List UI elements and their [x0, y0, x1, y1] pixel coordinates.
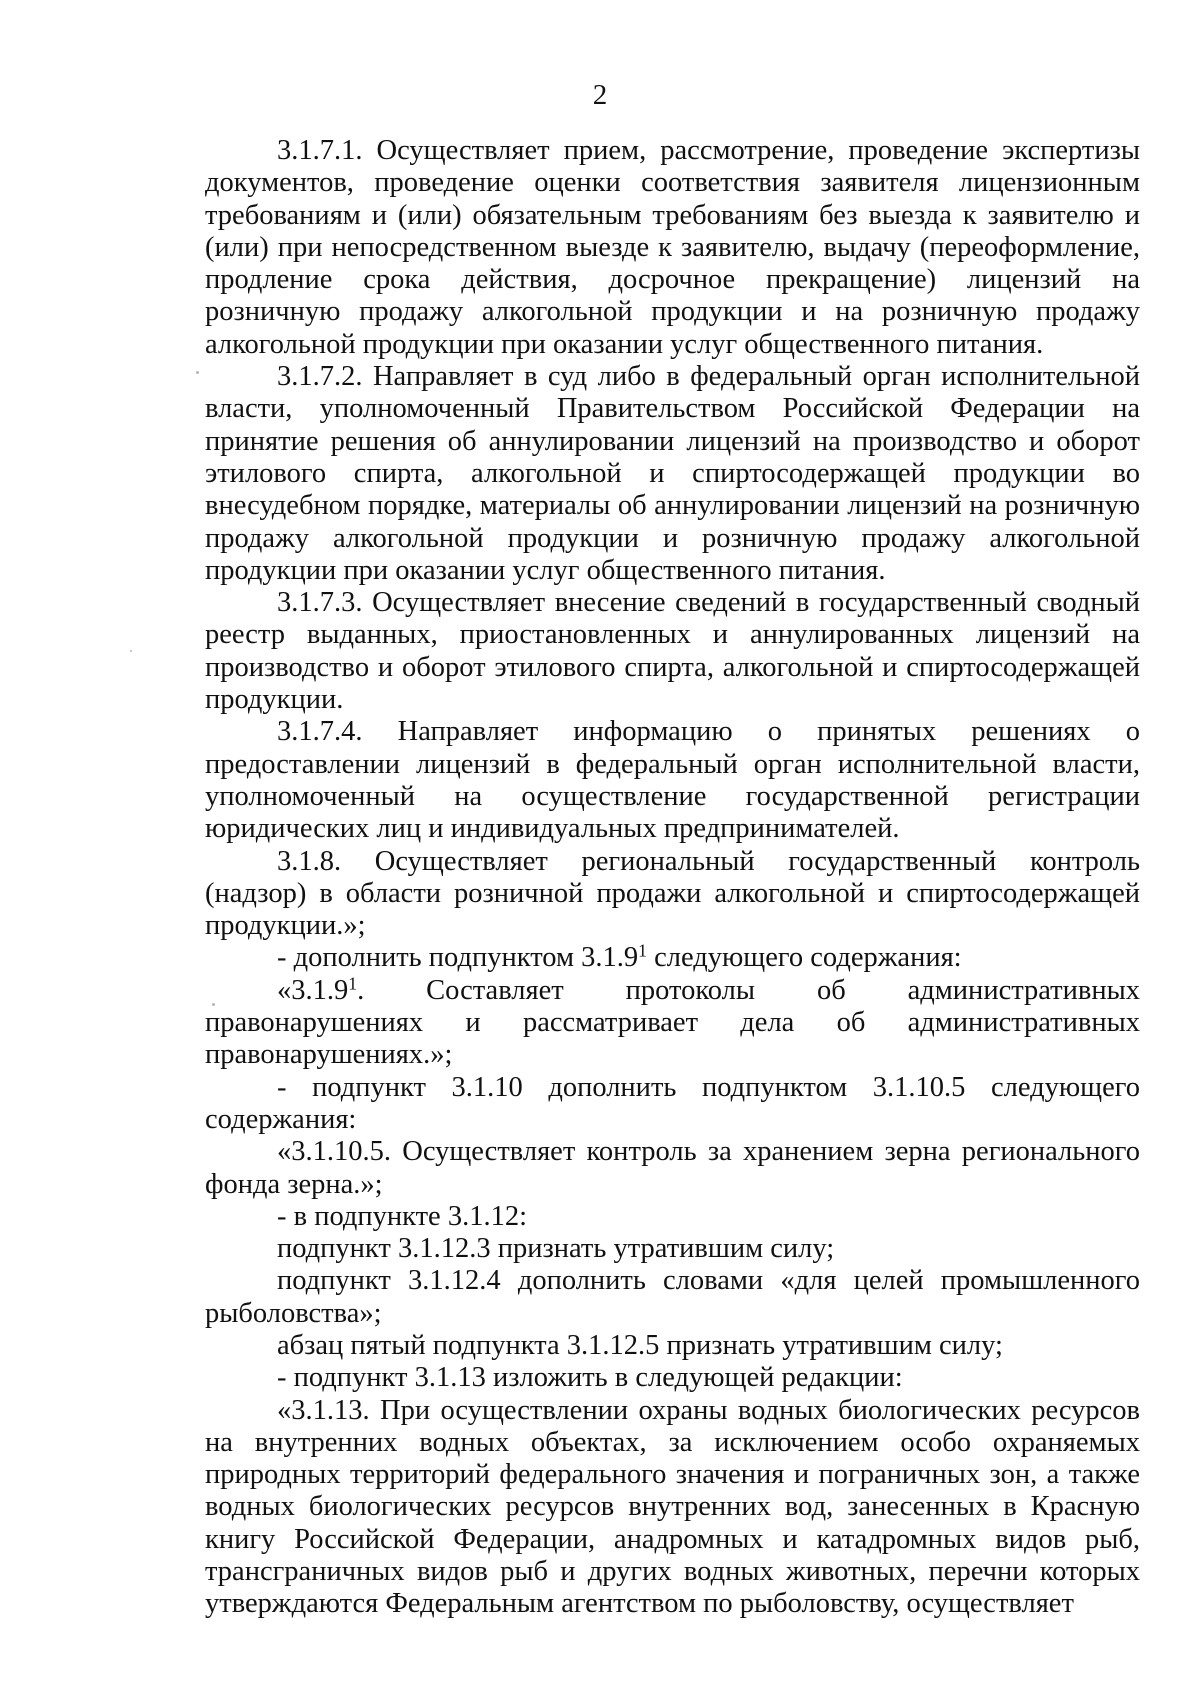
paragraph-3-1-10-5: «3.1.10.5. Осуществляет контроль за хранением зерна регионального фонда зерна.»;	[205, 1136, 1140, 1200]
paragraph-add-3-1-9-1	[205, 942, 1140, 974]
paragraph-3-1-12-4: подпункт 3.1.12.4 дополнить словами «для целей промышленного рыболовства»;	[205, 1265, 1140, 1329]
paragraph-3-1-7-1: 3.1.7.1. Осуществляет прием, рассмотрение, проведение экспертизы документов, проведение оценки соответствия заявителя лицензионным требованиям и (или) обязательным требованиям без выезда к заявителю и (или) при непосредственном выезде к заявителю, выдачу (переоформление, продление срока действия, досрочное прекращение) лицензий на розничную продажу алкогольной продукции и на розничную продажу алкогольной продукции при оказании услуг общественного питания.	[205, 135, 1140, 360]
paragraph-3-1-13: «3.1.13. При осуществлении охраны водных биологических ресурсов на внутренних водных объектах, за исключением особо охраняемых природных территорий федерального значения и пограничных зон, а также водных биологических ресурсов внутренних вод, занесенных в Красную книгу Российской Федерации, анадромных и катадромных видов рыб, трансграничных видов рыб и других водных животных, перечни которых утверждаются Федеральным агентством по рыболовству, осуществляет	[205, 1394, 1140, 1620]
paragraph-amend-3-1-13: - подпункт 3.1.13 изложить в следующей редакции:	[277, 1362, 903, 1394]
paragraph-3-1-9-1	[205, 975, 1140, 1072]
scan-speck	[212, 1003, 215, 1006]
document-body	[205, 135, 1140, 1621]
superscript-marker: 1	[638, 940, 647, 961]
paragraph-text-after-superscript: . Составляет протоколы об административных правонарушениях и рассматривает дела об административных правонарушениях.»;	[205, 974, 1140, 1071]
paragraph-text-after-superscript: следующего содержания:	[646, 942, 962, 974]
paragraph-text-before-superscript: - дополнить подпунктом 3.1.9	[277, 942, 639, 974]
paragraph-3-1-12-3: подпункт 3.1.12.3 признать утратившим силу;	[277, 1233, 835, 1265]
superscript-marker: 1	[348, 973, 358, 994]
paragraph-amend-3-1-12: - в подпункте 3.1.12:	[277, 1200, 528, 1232]
paragraph-3-1-7-3: 3.1.7.3. Осуществляет внесение сведений в государственный сводный реестр выданных, приостановленных и аннулированных лицензий на производство и оборот этилового спирта, алкогольной и спиртосодержащей продукции.	[205, 587, 1140, 716]
paragraph-3-1-7-2: 3.1.7.2. Направляет в суд либо в федеральный орган исполнительной власти, уполномоченный Правительством Российской Федерации на принятие решения об аннулировании лицензий на производство и оборот этилового спирта, алкогольной и спиртосодержащей продукции во внесудебном порядке, материалы об аннулировании лицензий на розничную продажу алкогольной продукции и розничную продажу алкогольной продукции при оказании услуг общественного питания.	[205, 361, 1140, 586]
scan-speck	[196, 371, 199, 374]
paragraph-3-1-8: 3.1.8. Осуществляет региональный государственный контроль (надзор) в области розничной продажи алкогольной и спиртосодержащей продукции.»;	[205, 845, 1140, 942]
paragraph-text-before-superscript: «3.1.9	[277, 974, 349, 1006]
paragraph-3-1-12-5: абзац пятый подпункта 3.1.12.5 признать утратившим силу;	[277, 1329, 1003, 1361]
paragraph-amend-3-1-10: - подпункт 3.1.10 дополнить подпунктом 3.1.10.5 следующего содержания:	[205, 1071, 1140, 1135]
paragraph-3-1-7-4: 3.1.7.4. Направляет информацию о принятых решениях о предоставлении лицензий в федеральный орган исполнительной власти, уполномоченный на осуществление государственной регистрации юридических лиц и индивидуальных предпринимателей.	[205, 716, 1140, 845]
page-number: 2	[592, 79, 608, 111]
scan-speck	[130, 650, 132, 652]
